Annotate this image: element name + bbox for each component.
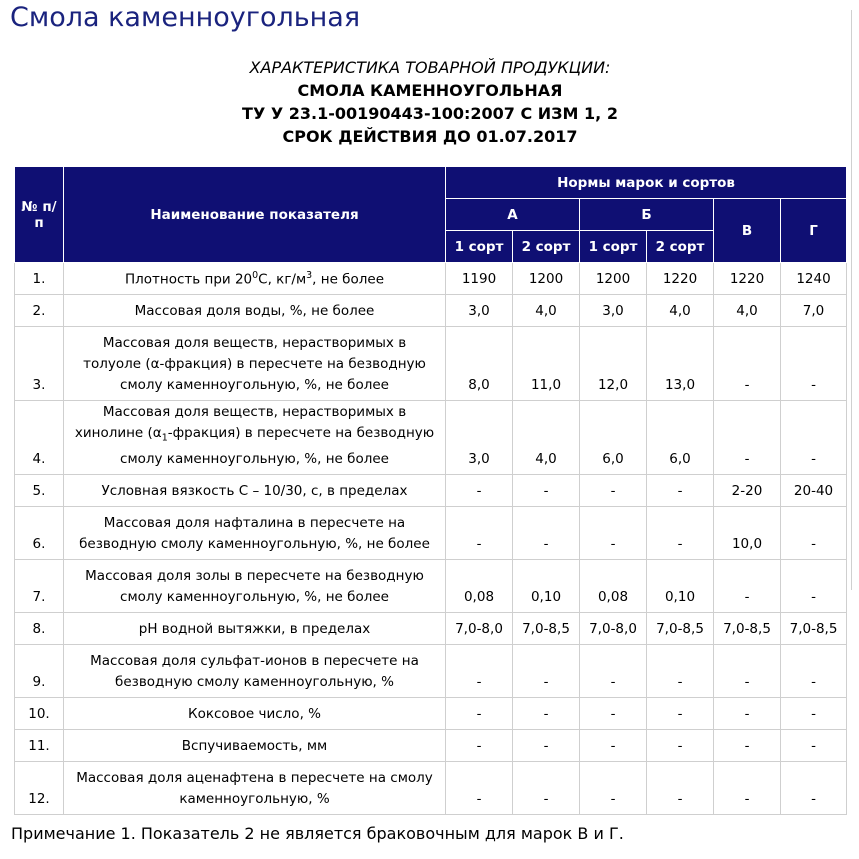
heading-line-3: ТУ У 23.1-00190443-100:2007 С ИЗМ 1, 2 bbox=[242, 104, 618, 123]
table-row bbox=[15, 698, 847, 730]
cell-value: 1240 bbox=[781, 263, 847, 295]
cell-value: - bbox=[714, 730, 781, 762]
heading-line-2: СМОЛА КАМЕННОУГОЛЬНАЯ bbox=[297, 81, 563, 100]
cell-value: - bbox=[714, 327, 781, 401]
cell-value: 4,0 bbox=[513, 295, 580, 327]
row-num: 4. bbox=[15, 401, 64, 475]
row-num: 10. bbox=[15, 698, 64, 730]
spec-table bbox=[14, 166, 847, 815]
cell-value: 0,08 bbox=[446, 560, 513, 613]
table-row bbox=[15, 295, 847, 327]
cell-value: - bbox=[446, 730, 513, 762]
cell-value: 4,0 bbox=[714, 295, 781, 327]
table-row bbox=[15, 507, 847, 560]
cell-value: - bbox=[781, 560, 847, 613]
header-a-sort2: 2 сорт bbox=[513, 231, 580, 263]
row-name: Массовая доля веществ, нерастворимых в толуоле (α-фракция) в пересчете на безводную смолу каменноугольную, %, не более bbox=[64, 327, 446, 401]
cell-value: 7,0 bbox=[781, 295, 847, 327]
footnote: Примечание 1. Показатель 2 не является браковочным для марок В и Г. bbox=[11, 824, 624, 843]
heading-line-4: СРОК ДЕЙСТВИЯ ДО 01.07.2017 bbox=[282, 127, 578, 146]
table-row bbox=[15, 401, 847, 475]
cell-value: 12,0 bbox=[580, 327, 647, 401]
table-row bbox=[15, 560, 847, 613]
cell-value: 1200 bbox=[580, 263, 647, 295]
cell-value: - bbox=[647, 475, 714, 507]
cell-value: 13,0 bbox=[647, 327, 714, 401]
cell-value: - bbox=[580, 730, 647, 762]
header-num: № п/п bbox=[15, 167, 64, 263]
row-num: 7. bbox=[15, 560, 64, 613]
row-num: 11. bbox=[15, 730, 64, 762]
cell-value: 7,0-8,5 bbox=[647, 613, 714, 645]
row-name: Массовая доля нафталина в пересчете на безводную смолу каменноугольную, %, не более bbox=[64, 507, 446, 560]
header-b-sort1: 1 сорт bbox=[580, 231, 647, 263]
row-name: Массовая доля золы в пересчете на безводную смолу каменноугольную, %, не более bbox=[64, 560, 446, 613]
cell-value: 11,0 bbox=[513, 327, 580, 401]
cell-value: - bbox=[513, 507, 580, 560]
cell-value: 4,0 bbox=[513, 401, 580, 475]
cell-value: - bbox=[647, 645, 714, 698]
cell-value: 0,08 bbox=[580, 560, 647, 613]
cell-value: 0,10 bbox=[513, 560, 580, 613]
header-grade-a: А bbox=[446, 199, 580, 231]
cell-value: - bbox=[714, 401, 781, 475]
cell-value: 0,10 bbox=[647, 560, 714, 613]
cell-value: 7,0-8,5 bbox=[513, 613, 580, 645]
cell-value: - bbox=[781, 507, 847, 560]
cell-value: - bbox=[446, 475, 513, 507]
cell-value: - bbox=[781, 645, 847, 698]
cell-value: - bbox=[446, 762, 513, 815]
cell-value: 3,0 bbox=[446, 401, 513, 475]
cell-value: - bbox=[580, 698, 647, 730]
cell-value: 1220 bbox=[714, 263, 781, 295]
cell-value: - bbox=[781, 698, 847, 730]
row-num: 2. bbox=[15, 295, 64, 327]
cell-value: 7,0-8,5 bbox=[781, 613, 847, 645]
table-row bbox=[15, 730, 847, 762]
row-num: 8. bbox=[15, 613, 64, 645]
table-row bbox=[15, 475, 847, 507]
header-a-sort1: 1 сорт bbox=[446, 231, 513, 263]
cell-value: - bbox=[580, 645, 647, 698]
cell-value: - bbox=[714, 762, 781, 815]
row-num: 9. bbox=[15, 645, 64, 698]
table-row bbox=[15, 263, 847, 295]
heading-line-1: ХАРАКТЕРИСТИКА ТОВАРНОЙ ПРОДУКЦИИ: bbox=[249, 58, 611, 77]
cell-value: 7,0-8,0 bbox=[446, 613, 513, 645]
table-row bbox=[15, 327, 847, 401]
cell-value: 6,0 bbox=[580, 401, 647, 475]
cell-value: - bbox=[513, 698, 580, 730]
cell-value: - bbox=[781, 327, 847, 401]
cell-value: - bbox=[580, 762, 647, 815]
row-num: 5. bbox=[15, 475, 64, 507]
cell-value: 6,0 bbox=[647, 401, 714, 475]
cell-value: - bbox=[647, 698, 714, 730]
document-heading bbox=[14, 56, 846, 148]
cell-value: - bbox=[714, 645, 781, 698]
cell-value: - bbox=[580, 475, 647, 507]
cell-value: 2-20 bbox=[714, 475, 781, 507]
scroll-edge-divider bbox=[851, 10, 852, 590]
page-title: Смола каменноугольная bbox=[10, 2, 361, 33]
row-num: 3. bbox=[15, 327, 64, 401]
cell-value: - bbox=[781, 762, 847, 815]
row-name: Плотность при $20^0С$, $кг/м^3$, не более bbox=[64, 263, 446, 295]
cell-value: 20-40 bbox=[781, 475, 847, 507]
cell-value: - bbox=[781, 401, 847, 475]
cell-value: - bbox=[781, 730, 847, 762]
row-name: Массовая доля сульфат-ионов в пересчете на безводную смолу каменноугольную, % bbox=[64, 645, 446, 698]
cell-value: 1220 bbox=[647, 263, 714, 295]
row-name: pH водной вытяжки, в пределах bbox=[64, 613, 446, 645]
row-name: Условная вязкость С – 10/30, с, в пределах bbox=[64, 475, 446, 507]
row-name: Массовая доля веществ, нерастворимых в хинолине $(\alpha_1-фракция)$ в пересчете на безводную смолу каменноугольную, %, не более bbox=[64, 401, 446, 475]
cell-value: - bbox=[513, 762, 580, 815]
cell-value: - bbox=[513, 730, 580, 762]
header-grade-v: В bbox=[714, 199, 781, 263]
table-row bbox=[15, 645, 847, 698]
cell-value: - bbox=[647, 507, 714, 560]
cell-value: 1200 bbox=[513, 263, 580, 295]
cell-value: 8,0 bbox=[446, 327, 513, 401]
table-row bbox=[15, 762, 847, 815]
header-grade-b: Б bbox=[580, 199, 714, 231]
header-norms: Нормы марок и сортов bbox=[446, 167, 847, 199]
cell-value: - bbox=[446, 645, 513, 698]
header-grade-g: Г bbox=[781, 199, 847, 263]
row-num: 12. bbox=[15, 762, 64, 815]
row-num: 6. bbox=[15, 507, 64, 560]
cell-value: 1190 bbox=[446, 263, 513, 295]
cell-value: - bbox=[714, 698, 781, 730]
cell-value: 10,0 bbox=[714, 507, 781, 560]
header-name: Наименование показателя bbox=[64, 167, 446, 263]
cell-value: - bbox=[647, 730, 714, 762]
cell-value: - bbox=[513, 645, 580, 698]
row-name: Вспучиваемость, мм bbox=[64, 730, 446, 762]
row-num: 1. bbox=[15, 263, 64, 295]
cell-value: 7,0-8,0 bbox=[580, 613, 647, 645]
row-name: Коксовое число, % bbox=[64, 698, 446, 730]
header-b-sort2: 2 сорт bbox=[647, 231, 714, 263]
cell-value: - bbox=[714, 560, 781, 613]
row-name: Массовая доля воды, %, не более bbox=[64, 295, 446, 327]
cell-value: - bbox=[647, 762, 714, 815]
cell-value: - bbox=[513, 475, 580, 507]
cell-value: 7,0-8,5 bbox=[714, 613, 781, 645]
cell-value: 4,0 bbox=[647, 295, 714, 327]
cell-value: 3,0 bbox=[446, 295, 513, 327]
row-name: Массовая доля аценафтена в пересчете на смолу каменноугольную, % bbox=[64, 762, 446, 815]
cell-value: - bbox=[446, 507, 513, 560]
table-row bbox=[15, 613, 847, 645]
cell-value: 3,0 bbox=[580, 295, 647, 327]
cell-value: - bbox=[580, 507, 647, 560]
cell-value: - bbox=[446, 698, 513, 730]
